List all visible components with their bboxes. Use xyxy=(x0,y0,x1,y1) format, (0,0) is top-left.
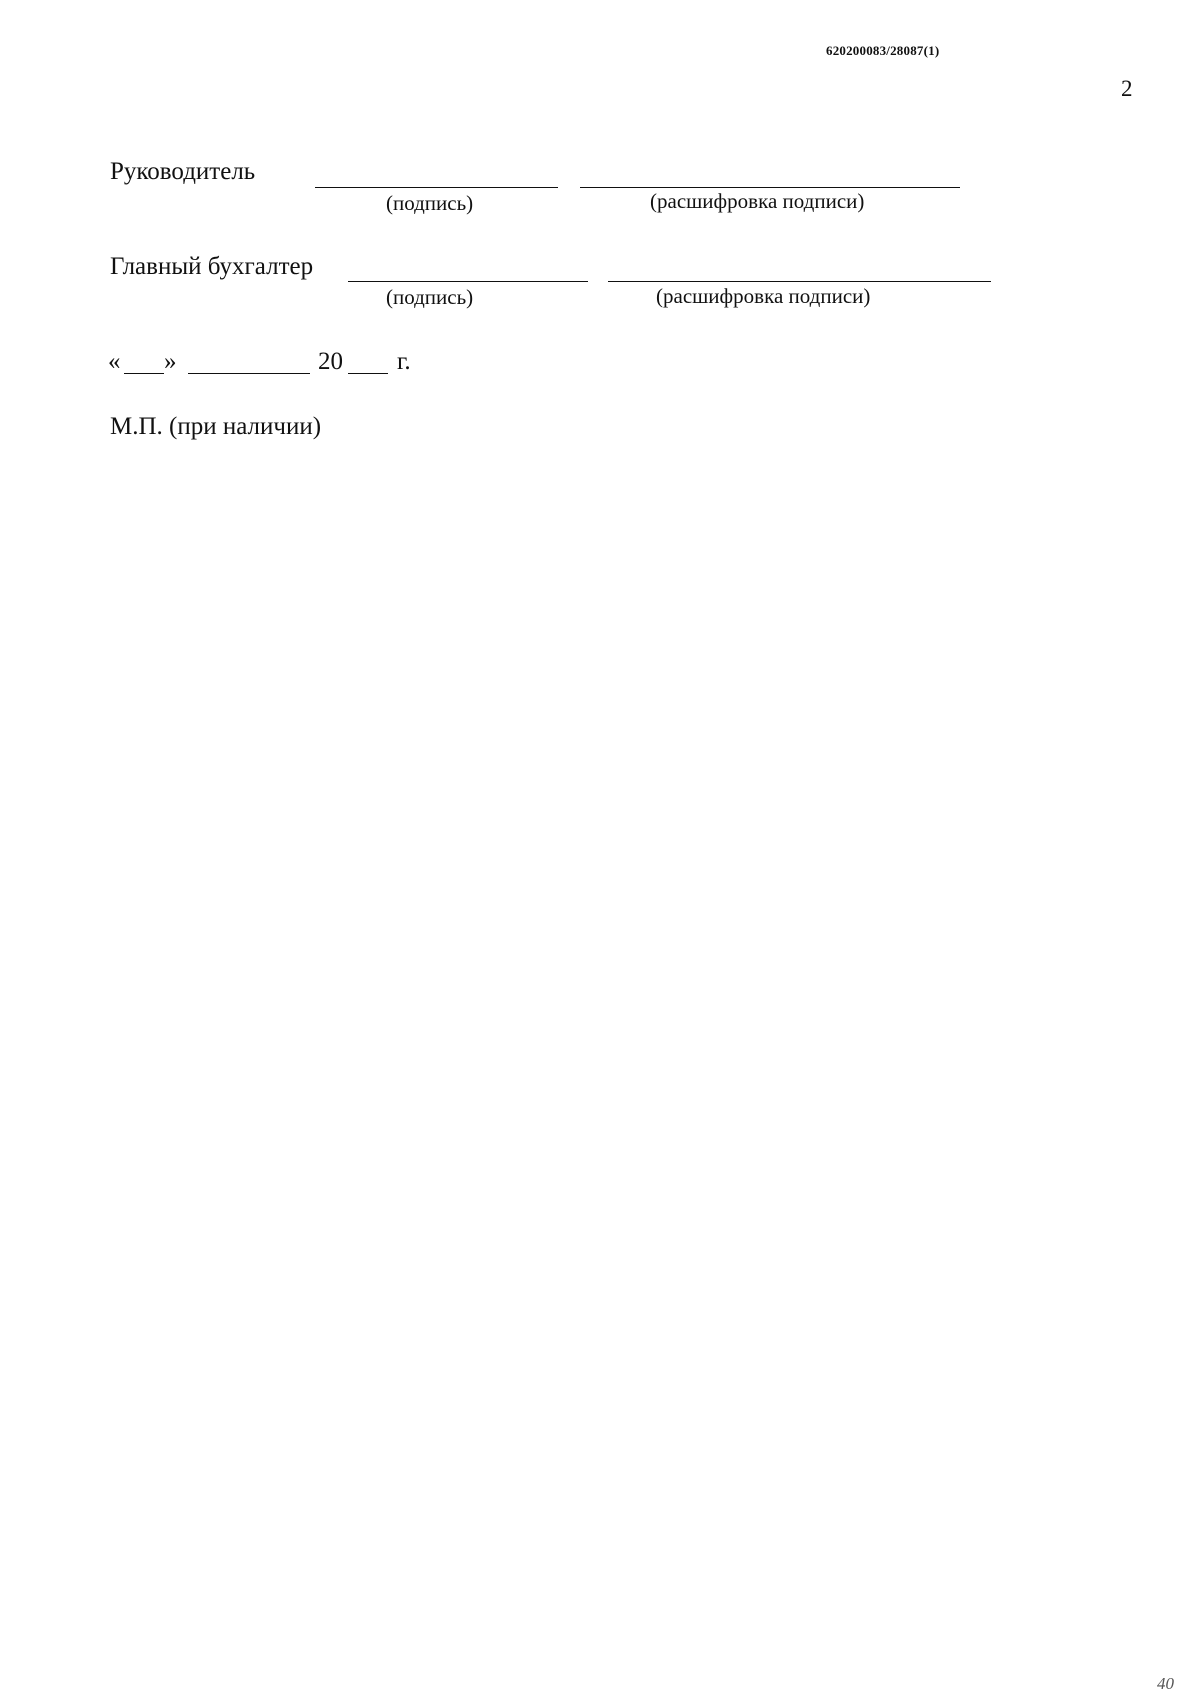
date-year-suffix: г. xyxy=(397,348,411,375)
date-open-quote: « xyxy=(108,348,121,375)
page-number: 2 xyxy=(1121,76,1133,101)
head-signature-caption: (подпись) xyxy=(386,191,474,215)
head-name-caption: (расшифровка подписи) xyxy=(650,189,865,213)
head-label: Руководитель xyxy=(110,158,256,185)
accountant-label: Главный бухгалтер xyxy=(110,253,314,280)
handwritten-page-mark: 40 xyxy=(1157,1674,1174,1693)
date-year-blank xyxy=(348,373,388,374)
document-id: 620200083/28087(1) xyxy=(826,43,940,58)
accountant-name-line xyxy=(608,281,991,282)
head-signature-line xyxy=(315,187,558,188)
date-day-blank xyxy=(124,373,164,374)
head-name-line xyxy=(580,187,960,188)
accountant-signature-caption: (подпись) xyxy=(386,285,474,309)
stamp-label: М.П. (при наличии) xyxy=(110,413,322,440)
date-month-blank xyxy=(188,373,310,374)
date-close-quote: » xyxy=(164,348,177,375)
accountant-signature-line xyxy=(348,281,588,282)
date-year-prefix: 20 xyxy=(318,348,343,375)
accountant-name-caption: (расшифровка подписи) xyxy=(656,284,871,308)
